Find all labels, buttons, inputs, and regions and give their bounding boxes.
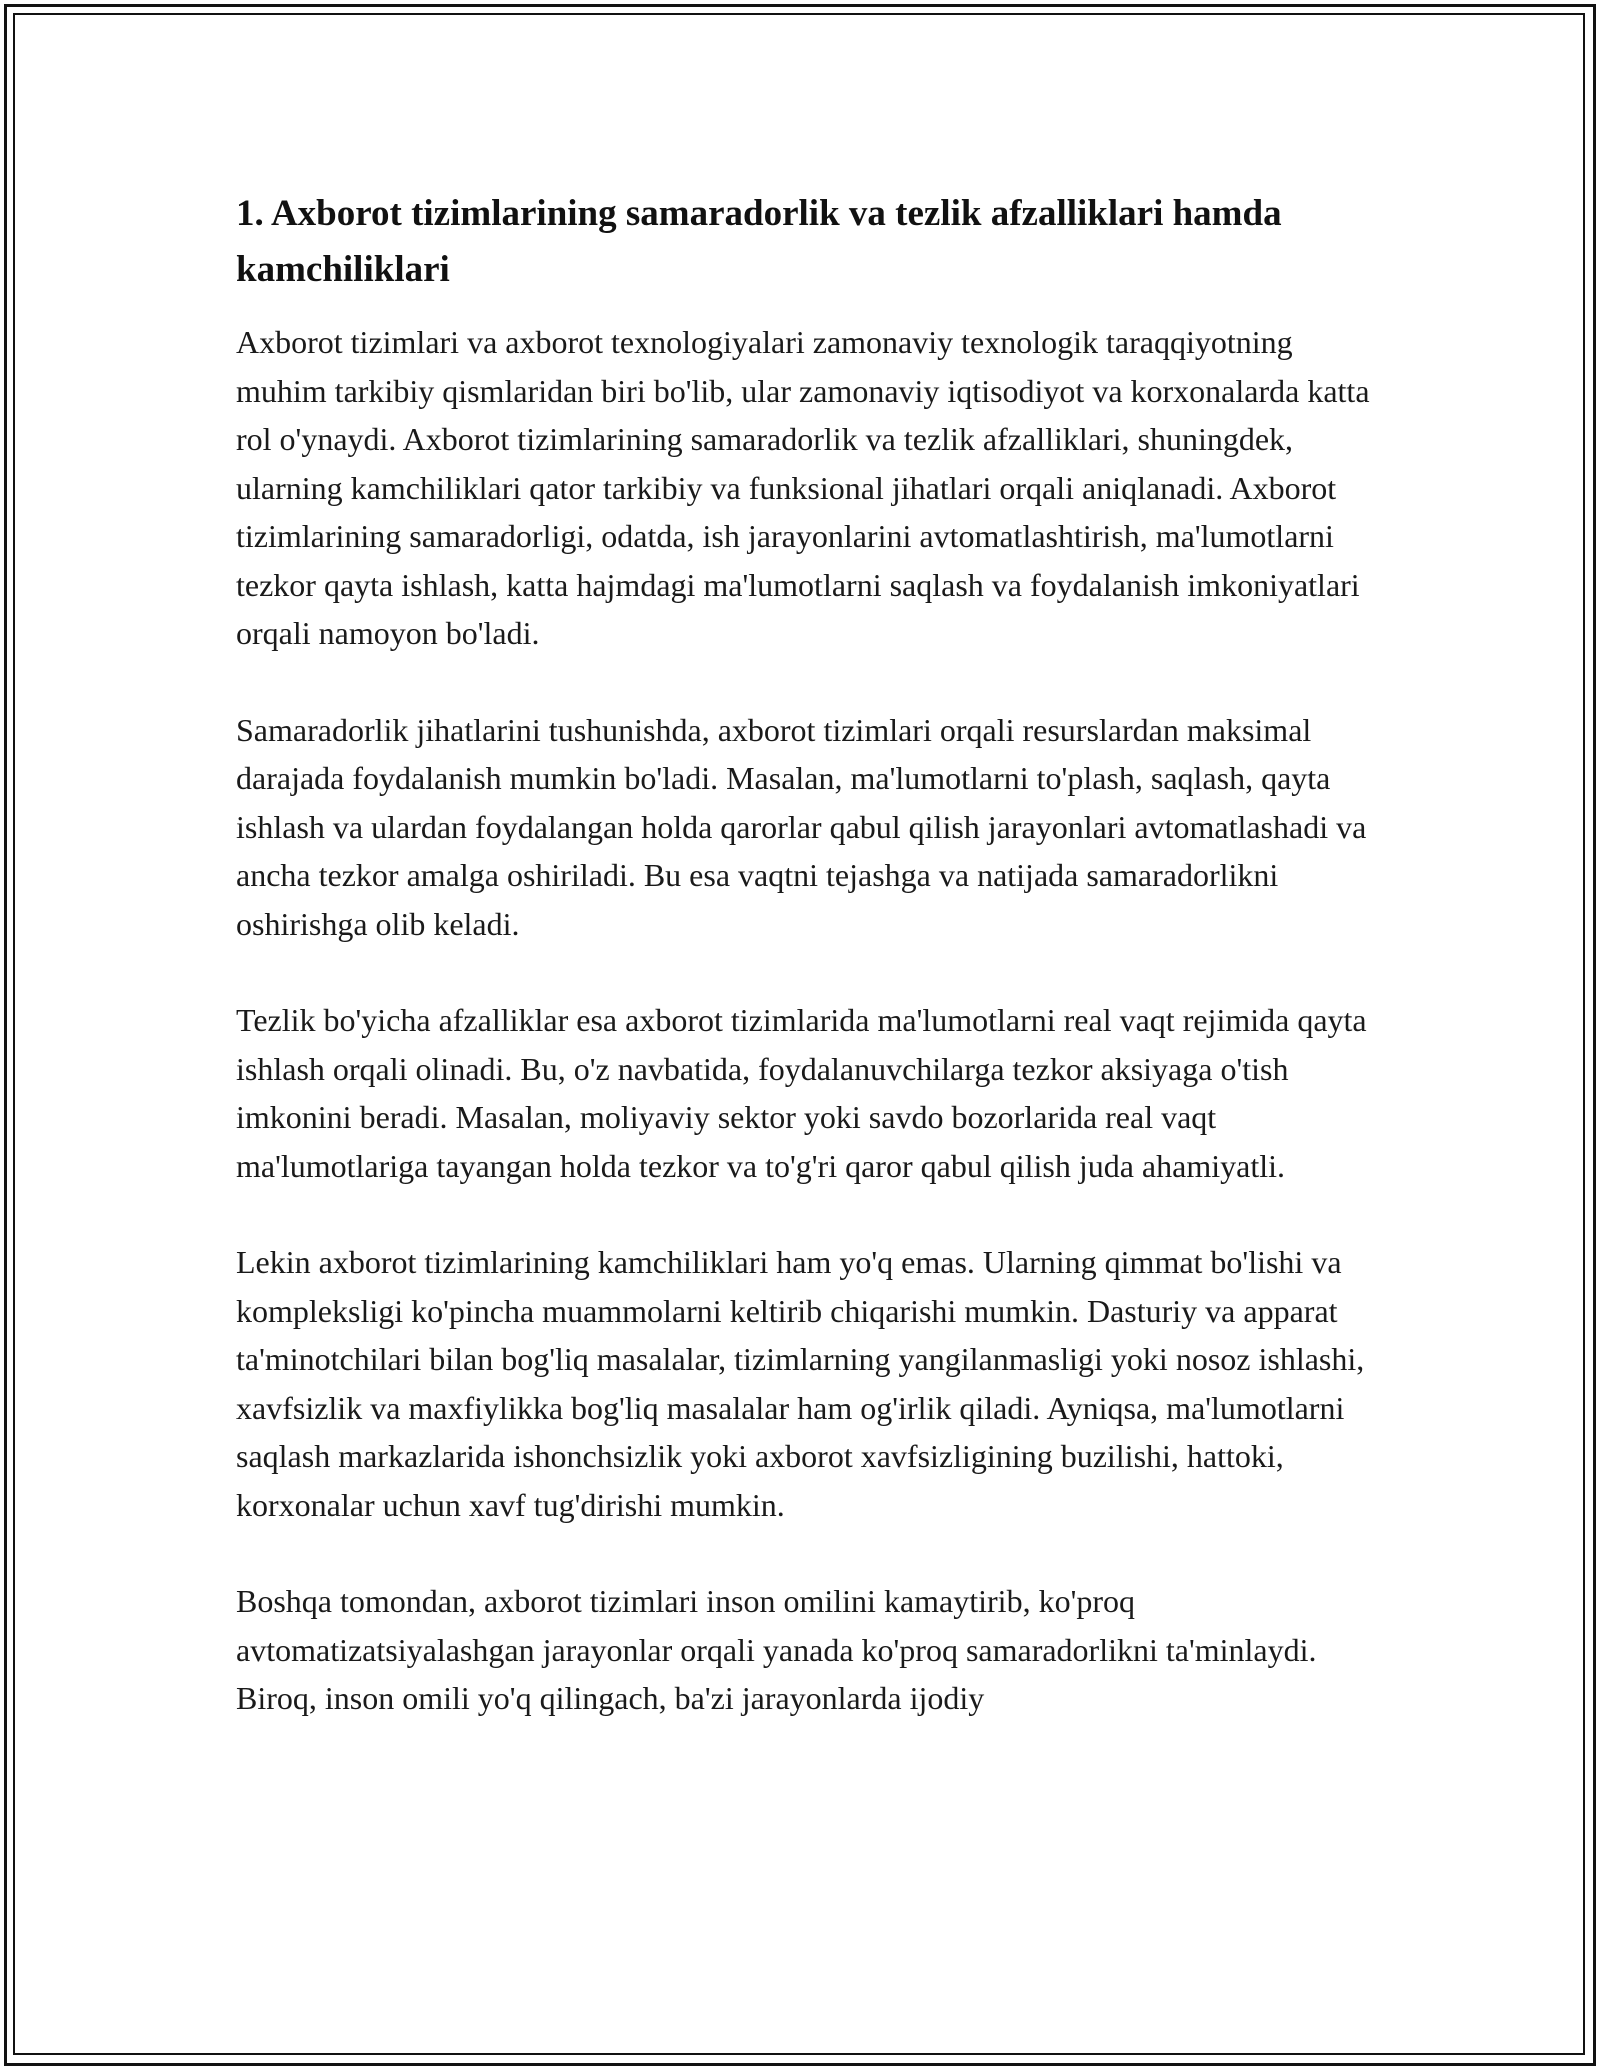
paragraph-1: Axborot tizimlari va axborot texnologiyalari zamonaviy texnologik taraqqiyotning muhim tarkibiy qismlaridan biri bo'lib, ular zamonaviy iqtisodiyot va korxonalarda katta rol o'ynaydi. Axborot tizimlarining samaradorlik va tezlik afzalliklari, shuningdek, ularning kamchiliklari qator tarkibiy va funksional jihatlari orqali aniqlanadi. Axborot tizimlarining samaradorligi, odatda, ish jarayonlarini avtomatlashtirish, ma'lumotlarni tezkor qayta ishlash, katta hajmdagi ma'lumotlarni saqlash va foydalanish imkoniyatlari orqali namoyon bo'ladi. [236, 324, 1370, 651]
paragraph-2: Samaradorlik jihatlarini tushunishda, axborot tizimlari orqali resurslardan maksimal darajada foydalanish mumkin bo'ladi. Masalan, ma'lumotlarni to'plash, saqlash, qayta ishlash va ulardan foydalangan holda qarorlar qabul qilish jarayonlari avtomatlashadi va ancha tezkor amalga oshiriladi. Bu esa vaqtni tejashga va natijada samaradorlikni oshirishga olib keladi. [236, 711, 1367, 942]
paragraph-5: Boshqa tomondan, axborot tizimlari inson omilini kamaytirib, ko'proq avtomatizatsiyalashgan jarayonlar orqali yanada ko'proq samaradorlikni ta'minlaydi. Biroq, inson omili yo'q qilingach, ba'zi jarayonlarda ijodiy [236, 1583, 1317, 1716]
section-heading: 1. Axborot tizimlarining samaradorlik va tezlik afzalliklari hamda kamchiliklari [236, 193, 1282, 290]
paragraph-3: Tezlik bo'yicha afzalliklar esa axborot tizimlarida ma'lumotlarni real vaqt rejimida qayta ishlash orqali olinadi. Bu, o'z navbatida, foydalanuvchilarga tezkor aksiyaga o'tish imkonini beradi. Masalan, moliyaviy sektor yoki savdo bozorlarida real vaqt ma'lumotlariga tayangan holda tezkor va to'g'ri qaror qabul qilish juda ahamiyatli. [236, 1002, 1367, 1184]
document-body [236, 186, 1376, 1771]
paragraph-4: Lekin axborot tizimlarining kamchiliklari ham yo'q emas. Ularning qimmat bo'lishi va kompleksligi ko'pincha muammolarni keltirib chiqarishi mumkin. Dasturiy va apparat ta'minotchilari bilan bog'liq masalalar, tizimlarning yangilanmasligi yoki nosoz ishlashi, xavfsizlik va maxfiylikka bog'liq masalalar ham og'irlik qiladi. Ayniqsa, ma'lumotlarni saqlash markazlarida ishonchsizlik yoki axborot xavfsizligining buzilishi, hattoki, korxonalar uchun xavf tug'dirishi mumkin. [236, 1244, 1365, 1523]
